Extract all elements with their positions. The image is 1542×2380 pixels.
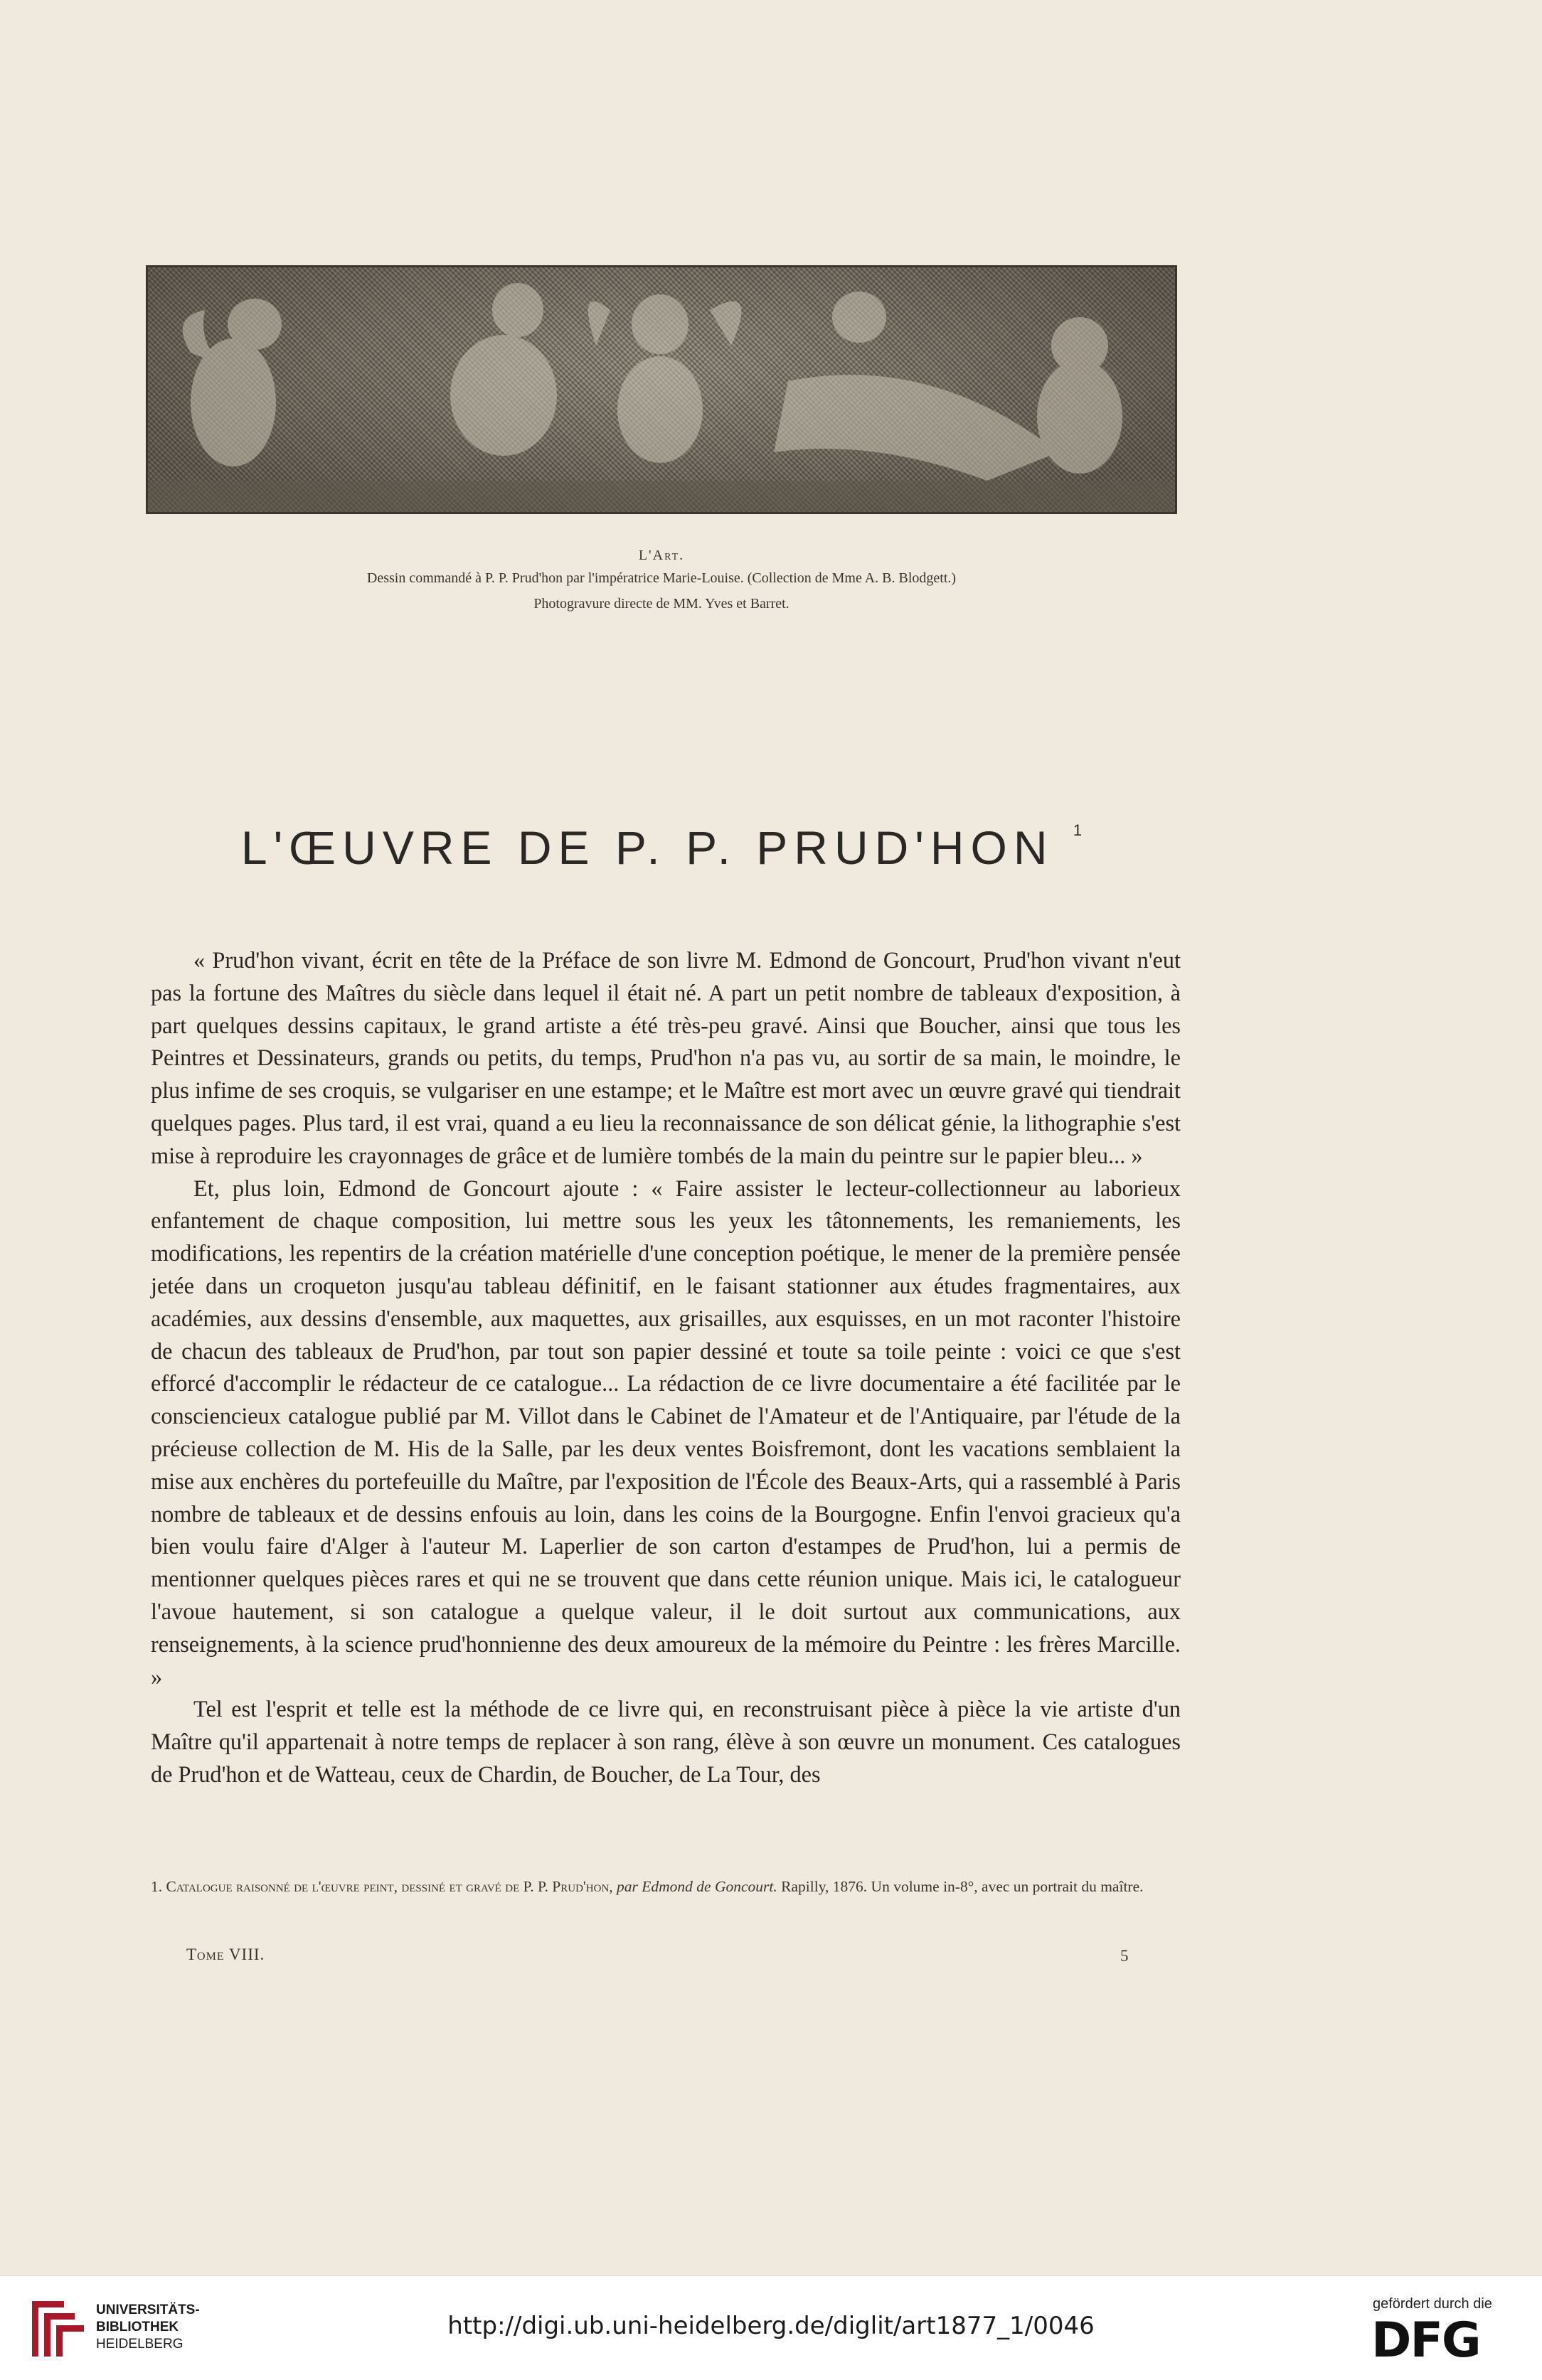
footnote-rest: Rapilly, 1876. Un volume in-8°, avec un portrait du maître. — [781, 1878, 1144, 1895]
article-title — [0, 821, 1323, 875]
footnote-title: Catalogue raisonné de l'œuvre peint, dessiné et gravé de P. P. Prud'hon, — [166, 1878, 613, 1895]
footer-bar — [0, 2275, 1542, 2380]
illustration-caption-title: L'Art. — [638, 548, 685, 563]
library-name-line3: HEIDELBERG — [96, 2337, 184, 2352]
source-url-link[interactable]: http://digi.ub.uni-heidelberg.de/diglit/art1877_1/0046 — [447, 2312, 1095, 2340]
funding-label: gefördert durch die — [1373, 2296, 1492, 2312]
footnote-marker: 1 — [1073, 821, 1083, 840]
library-name-line2: BIBLIOTHEK — [96, 2320, 179, 2334]
tome-label: Tome VIII. — [186, 1946, 265, 1963]
illustration-caption-description: Dessin commandé à P. P. Prud'hon par l'impératrice Marie-Louise. (Collection de Mme A. B. Blodgett.) — [366, 570, 957, 586]
footnote-number: 1. — [151, 1878, 163, 1895]
dfg-logo: DFG — [1371, 2312, 1480, 2369]
library-name-line1: UNIVERSITÄTS- — [96, 2302, 200, 2317]
paragraph-2: Et, plus loin, Edmond de Goncourt ajoute : « Faire assister le lecteur-collectionneur au laborieux enfantement de chaque composition, lui mettre sous les yeux les tâtonnements, les remaniements, les modifications, les repentirs de la création matérielle d'une conception poétique, le mener de la première pensée jetée dans un croqueton jusqu'au tableau définitif, en le faisant stationner aux études fragmentaires, aux académies, aux dessins d'ensemble, aux maquettes, aux grisailles, aux esquisses, en un mot raconter l'histoire de chacun des tableaux de Prud'hon, par tout son papier dessiné et toute sa toile peinte : voici ce que s'est efforcé d'accomplir le rédacteur de ce catalogue... La rédaction de ce livre documentaire a été facilitée par le consciencieux catalogue publié par M. Villot dans le Cabinet de l'Amateur et de l'Antiquaire, par l'étude de la précieuse collection de M. His de la Salle, par les deux ventes Boisfremont, dont les vacations semblaient la mise aux enchères du portefeuille du Maître, par l'exposition de l'École des Beaux-Arts, qui a rassemblé à Paris nombre de tableaux et de dessins enfouis au loin, dans les coins de la Bourgogne. Enfin l'envoi gracieux qu'a bien voulu faire d'Alger à l'auteur M. Laperlier de son carton d'estampes de Prud'hon, lui a permis de mentionner quelques pièces rares et qui ne se trouvent que dans cette réunion unique. Mais ici, le catalogueur l'avoue hautement, si son catalogue a quelque valeur, il le doit surtout aux communications, aux renseignements, à la science prud'honnienne des deux amoureux de la mémoire du Peintre : les frères Marcille. » — [151, 1175, 1181, 1690]
footnote-author: par Edmond de Goncourt. — [617, 1878, 777, 1895]
footnote — [151, 1877, 1181, 1896]
article-title-text: L'ŒUVRE DE P. P. PRUD'HON — [240, 821, 1054, 875]
paragraph-3: Tel est l'esprit et telle est la méthode de ce livre qui, en reconstruisant pièce à pièce la vie artiste d'un Maître qu'il appartenait à notre temps de replacer à son rang, élève à son œuvre un monument. Ces catalogues de Prud'hon et de Watteau, ceux de Chardin, de Boucher, de La Tour, des — [151, 1696, 1181, 1787]
engraving-illustration — [146, 265, 1177, 514]
article-body — [151, 944, 1181, 1791]
page-number: 5 — [1120, 1947, 1129, 1965]
illustration-caption-credit: Photogravure directe de MM. Yves et Barret. — [533, 596, 789, 612]
frieze-figures — [148, 267, 1175, 512]
paragraph-1: « Prud'hon vivant, écrit en tête de la Préface de son livre M. Edmond de Goncourt, Prud'hon vivant n'eut pas la fortune des Maîtres du siècle dans lequel il était né. A part un petit nombre de tableaux d'exposition, à part quelques dessins capitaux, le grand artiste a été très-peu gravé. Ainsi que Boucher, ainsi que tous les Peintres et Dessinateurs, grands ou petits, du temps, Prud'hon n'a pas vu, au sortir de sa main, le moindre, le plus infime de ses croquis, se vulgariser en une estampe; et le Maître est mort avec un œuvre gravé qui tiendrait quelques pages. Plus tard, il est vrai, quand a eu lieu la reconnaissance de son délicat génie, la lithographie s'est mise à reproduire les crayonnages de grâce et de lumière tombés de la main du peintre sur le papier bleu... » — [151, 947, 1181, 1168]
